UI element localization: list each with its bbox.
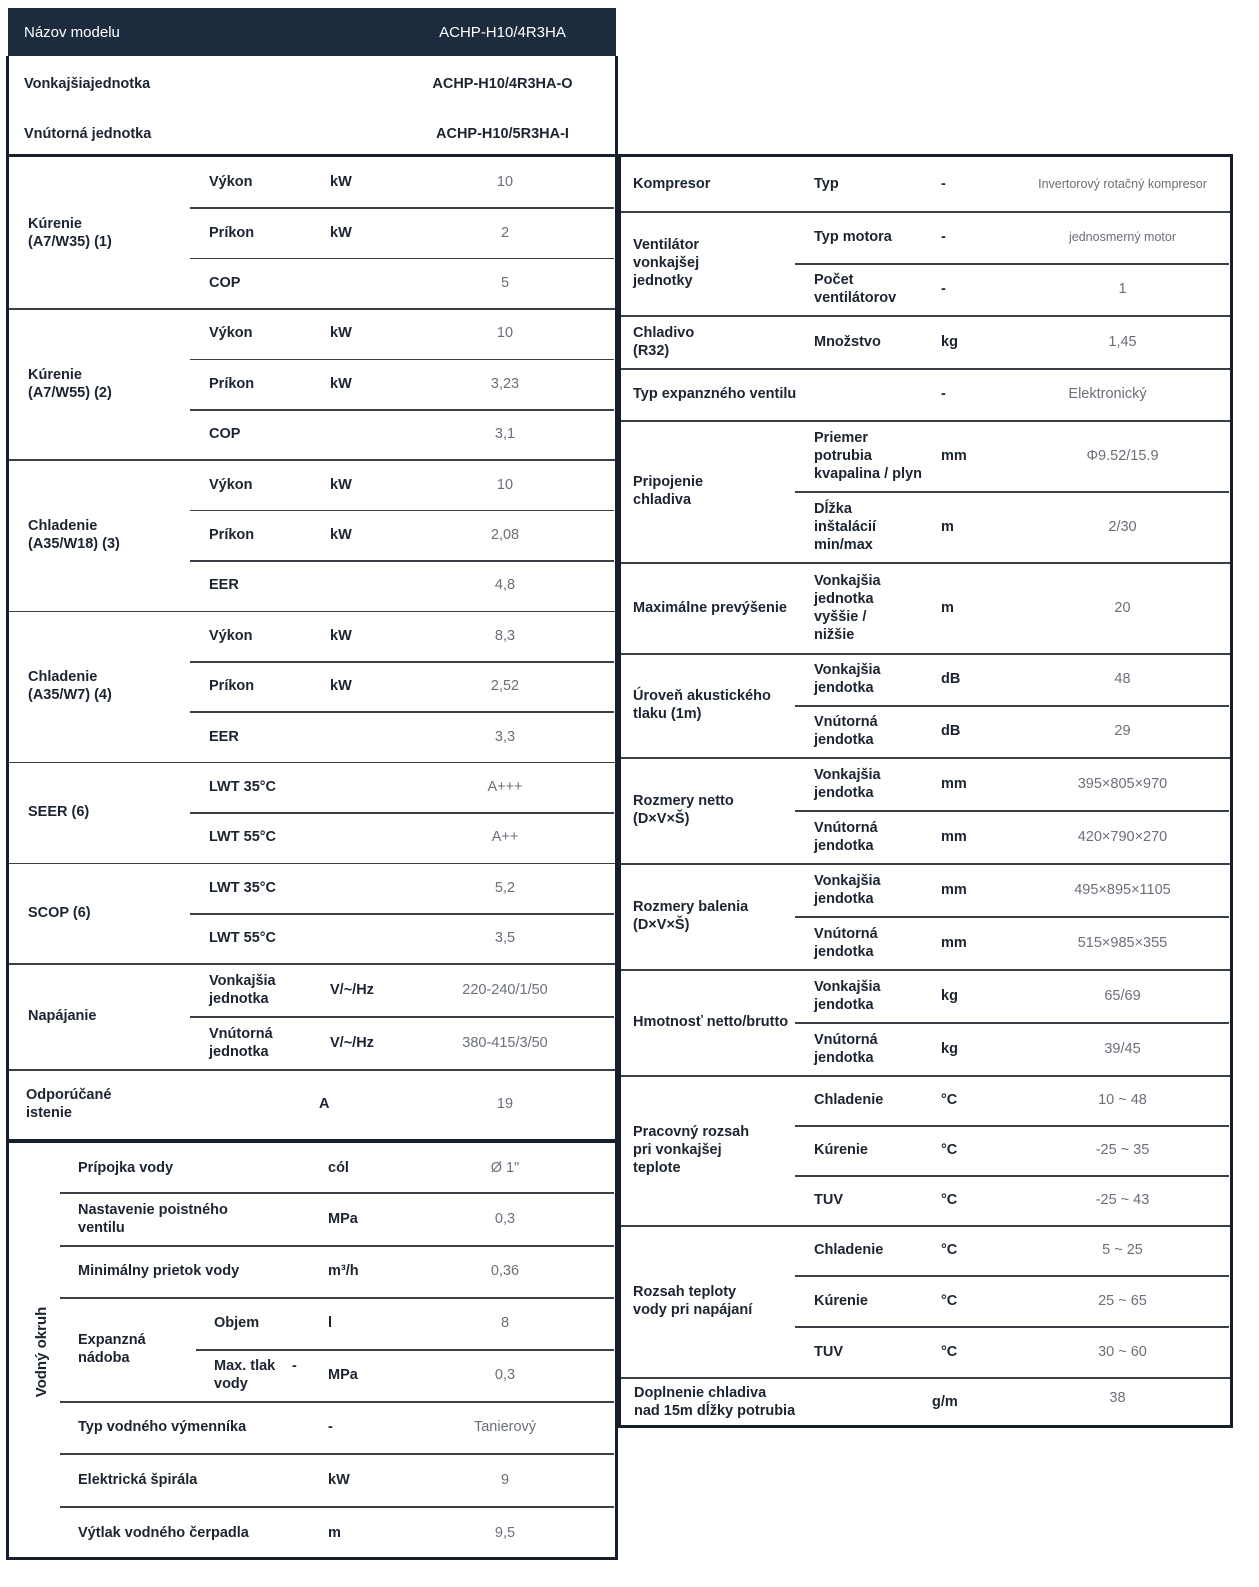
- breaker-value: 19: [496, 1096, 514, 1113]
- right-value: 515×985×355: [1077, 934, 1168, 951]
- unit-label: kW: [330, 375, 352, 392]
- right-group-divider: [621, 1377, 1230, 1379]
- right-value: Invertorový rotačný kompresor: [1038, 177, 1207, 191]
- right-value: jednosmerný motor: [1069, 230, 1176, 244]
- param-label: LWT 55°C: [209, 829, 277, 846]
- right-param: Počet ventilátorov: [814, 272, 897, 306]
- group-divider: [9, 963, 615, 965]
- right-value: -25 ~ 35: [1095, 1142, 1150, 1158]
- tank-param: Objem: [214, 1315, 260, 1332]
- water-param: Prípojka vody: [78, 1159, 174, 1176]
- row-divider: [60, 1506, 614, 1508]
- right-unit: m: [941, 518, 954, 535]
- right-value: 10 ~ 48: [1098, 1092, 1147, 1108]
- right-group-divider: [621, 863, 1230, 865]
- row-divider: [795, 1022, 1229, 1024]
- right-group-label: Doplnenie chladiva nad 15m dĺžky potrubia: [634, 1385, 796, 1419]
- right-group-divider: [621, 211, 1230, 213]
- row-divider: [795, 916, 1229, 918]
- right-value: 2/30: [1108, 518, 1137, 535]
- row-divider: [190, 1016, 614, 1018]
- water-unit: -: [328, 1419, 333, 1436]
- unit-label: V/~/Hz: [330, 1034, 374, 1051]
- right-param: Vonkajšia jendotka: [814, 766, 881, 801]
- right-param: Vonkajšia jednotka vyššie / nižšie: [814, 572, 881, 643]
- value-cell: 3,5: [494, 930, 516, 947]
- right-unit: -: [941, 386, 946, 402]
- row-divider: [190, 812, 614, 814]
- right-group-label: Typ expanzného ventilu: [633, 386, 797, 402]
- water-value: Ø 1": [490, 1159, 520, 1176]
- right-unit: °C: [941, 1092, 958, 1108]
- right-unit: mm: [941, 447, 967, 464]
- tank-value: 8: [500, 1315, 510, 1332]
- row-divider: [60, 1245, 614, 1247]
- right-group-label: Chladivo (R32): [633, 324, 695, 359]
- right-group-divider: [621, 315, 1230, 317]
- right-group-label: Kompresor: [633, 176, 711, 192]
- row-divider: [795, 491, 1229, 493]
- right-param: Chladenie: [814, 1092, 884, 1108]
- right-param: Vnútorná jendotka: [814, 819, 878, 854]
- param-label: Príkon: [209, 678, 255, 695]
- group-label: Napájanie: [28, 1008, 97, 1025]
- right-unit: °C: [941, 1242, 958, 1258]
- group-divider: [9, 762, 615, 764]
- right-unit: -: [941, 281, 946, 297]
- unit-label: kW: [330, 224, 352, 241]
- tank-param: Max. tlak vody: [214, 1358, 276, 1393]
- value-cell: 2: [500, 224, 510, 241]
- value-cell: 380-415/3/50: [462, 1034, 548, 1051]
- breaker-unit: A: [319, 1096, 330, 1113]
- right-unit: kg: [941, 1040, 958, 1057]
- value-cell: 4,8: [494, 577, 516, 594]
- water-param: Typ vodného výmenníka: [78, 1419, 247, 1436]
- right-value: 39/45: [1104, 1040, 1141, 1057]
- right-unit: mm: [941, 775, 967, 792]
- indoor-unit-value: ACHP-H10/5R3HA-I: [436, 126, 569, 142]
- header-model-value: ACHP-H10/4R3HA: [439, 24, 566, 41]
- right-param: Vonkajšia jendotka: [814, 872, 881, 907]
- unit-label: kW: [330, 678, 352, 695]
- right-param: Vnútorná jendotka: [814, 714, 878, 748]
- group-label: Chladenie (A35/W18) (3): [28, 518, 120, 552]
- value-cell: 5,2: [494, 879, 516, 896]
- tank-unit: MPa: [328, 1367, 358, 1384]
- value-cell: 8,3: [494, 627, 516, 644]
- right-group-label: Pripojenie chladiva: [633, 474, 704, 508]
- right-unit: dB: [941, 671, 961, 687]
- right-group-divider: [621, 1075, 1230, 1077]
- right-group-label: Ventilátor vonkajšej jednotky: [633, 237, 700, 289]
- water-value: Tanierový: [473, 1419, 537, 1436]
- param-label: Príkon: [209, 375, 255, 392]
- tank-dash: -: [292, 1358, 297, 1375]
- param-label: Príkon: [209, 527, 255, 543]
- row-divider: [795, 810, 1229, 812]
- water-value: 9: [500, 1471, 510, 1488]
- row-divider: [190, 207, 614, 209]
- unit-label: kW: [330, 325, 352, 342]
- value-cell: 3,23: [490, 375, 520, 392]
- right-group-label: Rozsah teploty vody pri napájaní: [633, 1284, 753, 1318]
- indoor-unit-label: Vnútorná jednotka: [24, 126, 152, 142]
- row-divider: [196, 1349, 614, 1351]
- unit-label: V/~/Hz: [330, 981, 374, 998]
- water-value: 0,3: [494, 1210, 516, 1227]
- row-divider: [190, 661, 614, 663]
- value-cell: 2,52: [490, 678, 520, 695]
- water-unit: cól: [328, 1159, 349, 1176]
- right-group-divider: [621, 368, 1230, 370]
- param-label: LWT 35°C: [209, 779, 277, 795]
- group-divider: [9, 611, 615, 613]
- group-label: Kúrenie (A7/W35) (1): [28, 215, 112, 250]
- right-unit: °C: [941, 1343, 958, 1360]
- water-param: Výtlak vodného čerpadla: [78, 1525, 249, 1542]
- group-divider: [9, 1069, 615, 1071]
- param-label: EER: [209, 728, 239, 745]
- param-label: COP: [209, 275, 241, 291]
- unit-label: kW: [330, 527, 352, 543]
- right-group-divider: [621, 1225, 1230, 1227]
- right-value: 29: [1114, 723, 1131, 739]
- row-divider: [795, 1125, 1229, 1127]
- param-label: COP: [209, 426, 241, 443]
- right-param: Kúrenie: [814, 1292, 868, 1309]
- right-group-label: Maximálne prevýšenie: [633, 599, 787, 616]
- value-cell: 3,3: [494, 728, 516, 745]
- outdoor-unit-value: ACHP-H10/4R3HA-O: [432, 76, 573, 92]
- value-cell: 5: [500, 275, 510, 291]
- value-cell: 10: [496, 174, 514, 191]
- row-divider: [190, 560, 614, 562]
- value-cell: A+++: [487, 779, 523, 795]
- right-unit: kg: [941, 987, 958, 1004]
- header-model-label: Názov modelu: [24, 24, 120, 41]
- group-label: SCOP (6): [28, 905, 91, 921]
- right-value: 1: [1118, 281, 1127, 297]
- param-label: Výkon: [209, 325, 253, 342]
- right-group-label: Rozmery balenia (D×V×Š): [633, 899, 749, 933]
- right-value: 395×805×970: [1077, 775, 1168, 792]
- right-group-label: Rozmery netto (D×V×Š): [633, 793, 734, 827]
- row-divider: [60, 1453, 614, 1455]
- row-divider: [60, 1297, 614, 1299]
- param-label: Výkon: [209, 627, 253, 644]
- param-label: Vnútorná jednotka: [209, 1025, 273, 1060]
- outdoor-unit-label: Vonkajšiajednotka: [24, 76, 151, 92]
- right-unit: mm: [941, 828, 967, 845]
- right-param: Dĺžka inštalácií min/max: [814, 500, 877, 553]
- right-value: Elektronický: [1068, 386, 1147, 402]
- right-group-label: Pracovný rozsah pri vonkajšej teplote: [633, 1124, 750, 1176]
- row-divider: [795, 263, 1229, 265]
- row-divider: [190, 409, 614, 411]
- right-param: Chladenie: [814, 1242, 884, 1258]
- row-divider: [60, 1192, 614, 1194]
- param-label: Výkon: [209, 476, 253, 493]
- water-unit: m³/h: [328, 1263, 359, 1280]
- right-param: Vonkajšia jendotka: [814, 662, 881, 696]
- right-group-label: Hmotnosť netto/brutto: [633, 1014, 789, 1030]
- water-value: 0,36: [490, 1263, 520, 1280]
- right-unit: -: [941, 176, 946, 192]
- right-unit: °C: [941, 1292, 958, 1309]
- unit-label: kW: [330, 174, 352, 191]
- right-group-divider: [621, 653, 1230, 655]
- right-group-divider: [621, 757, 1230, 759]
- group-label: SEER (6): [28, 804, 90, 821]
- right-value: -25 ~ 43: [1095, 1192, 1150, 1208]
- group-divider: [9, 459, 615, 461]
- expansion-tank-label: Expanzná nádoba: [78, 1332, 146, 1367]
- right-group-divider: [621, 420, 1230, 422]
- right-group-divider: [621, 969, 1230, 971]
- right-unit: kg: [941, 333, 958, 350]
- right-unit: °C: [941, 1192, 958, 1208]
- row-divider: [190, 258, 614, 260]
- right-unit: -: [941, 229, 946, 245]
- tank-unit: l: [328, 1315, 333, 1332]
- value-cell: 2,08: [490, 527, 520, 543]
- param-label: Príkon: [209, 224, 255, 241]
- row-divider: [190, 711, 614, 713]
- right-unit: mm: [941, 934, 967, 951]
- right-value: 20: [1114, 599, 1131, 616]
- right-param: Vnútorná jendotka: [814, 1031, 878, 1066]
- right-param: TUV: [814, 1192, 843, 1208]
- water-param: Minimálny prietok vody: [78, 1263, 240, 1280]
- value-cell: 3,1: [494, 426, 516, 443]
- row-divider: [795, 705, 1229, 707]
- right-value: 65/69: [1104, 987, 1141, 1004]
- right-param: Priemer potrubia kvapalina / plyn: [814, 429, 922, 482]
- value-cell: 220-240/1/50: [462, 981, 548, 998]
- row-divider: [190, 913, 614, 915]
- right-unit: mm: [941, 881, 967, 898]
- row-divider: [190, 510, 614, 512]
- value-cell: 10: [496, 476, 514, 493]
- water-param: Elektrická špirála: [78, 1471, 198, 1488]
- right-param: Vnútorná jendotka: [814, 925, 878, 960]
- group-divider: [9, 308, 615, 310]
- right-value: Φ9.52/15.9: [1086, 447, 1159, 464]
- param-label: Vonkajšia jednotka: [209, 972, 276, 1007]
- right-param: Kúrenie: [814, 1142, 868, 1158]
- water-param: Nastavenie poistného ventilu: [78, 1201, 228, 1236]
- breaker-label: Odporúčané istenie: [26, 1087, 112, 1122]
- right-param: Typ motora: [814, 229, 892, 245]
- water-unit: m: [328, 1525, 341, 1542]
- param-label: Výkon: [209, 174, 253, 191]
- water-circuit-title: Vodný okruh: [33, 1306, 50, 1398]
- group-label: Chladenie (A35/W7) (4): [28, 669, 112, 704]
- water-unit: MPa: [328, 1210, 358, 1227]
- tank-value: 0,3: [494, 1367, 516, 1384]
- param-label: EER: [209, 577, 239, 594]
- right-value: 495×895×1105: [1074, 881, 1171, 898]
- row-divider: [60, 1401, 614, 1403]
- water-section-divider: [9, 1139, 615, 1143]
- right-value: 25 ~ 65: [1098, 1292, 1147, 1309]
- row-divider: [795, 1175, 1229, 1177]
- row-divider: [795, 1275, 1229, 1277]
- right-group-label: Úroveň akustického tlaku (1m): [633, 688, 771, 722]
- water-value: 9,5: [494, 1525, 516, 1542]
- param-label: LWT 55°C: [209, 930, 277, 947]
- value-cell: A++: [491, 829, 519, 846]
- row-divider: [795, 1326, 1229, 1328]
- right-value: 420×790×270: [1077, 828, 1168, 845]
- param-label: LWT 35°C: [209, 879, 277, 896]
- unit-label: kW: [330, 476, 352, 493]
- right-value: 5 ~ 25: [1102, 1242, 1143, 1258]
- right-group-divider: [621, 562, 1230, 564]
- group-label: Kúrenie (A7/W55) (2): [28, 366, 112, 401]
- right-unit: dB: [941, 723, 961, 739]
- right-value: 48: [1114, 671, 1131, 687]
- row-divider: [190, 359, 614, 361]
- right-param: TUV: [814, 1343, 843, 1360]
- right-param: Množstvo: [814, 333, 881, 350]
- group-divider: [9, 863, 615, 865]
- right-unit: g/m: [932, 1394, 958, 1410]
- right-unit: °C: [941, 1142, 958, 1158]
- right-param: Vonkajšia jendotka: [814, 978, 881, 1013]
- right-value: 38: [1109, 1390, 1126, 1406]
- right-value: 30 ~ 60: [1098, 1343, 1147, 1360]
- right-value: 1,45: [1108, 333, 1137, 350]
- right-unit: m: [941, 599, 954, 616]
- right-param: Typ: [814, 176, 839, 192]
- value-cell: 10: [496, 325, 514, 342]
- unit-label: kW: [330, 627, 352, 644]
- water-unit: kW: [328, 1471, 350, 1488]
